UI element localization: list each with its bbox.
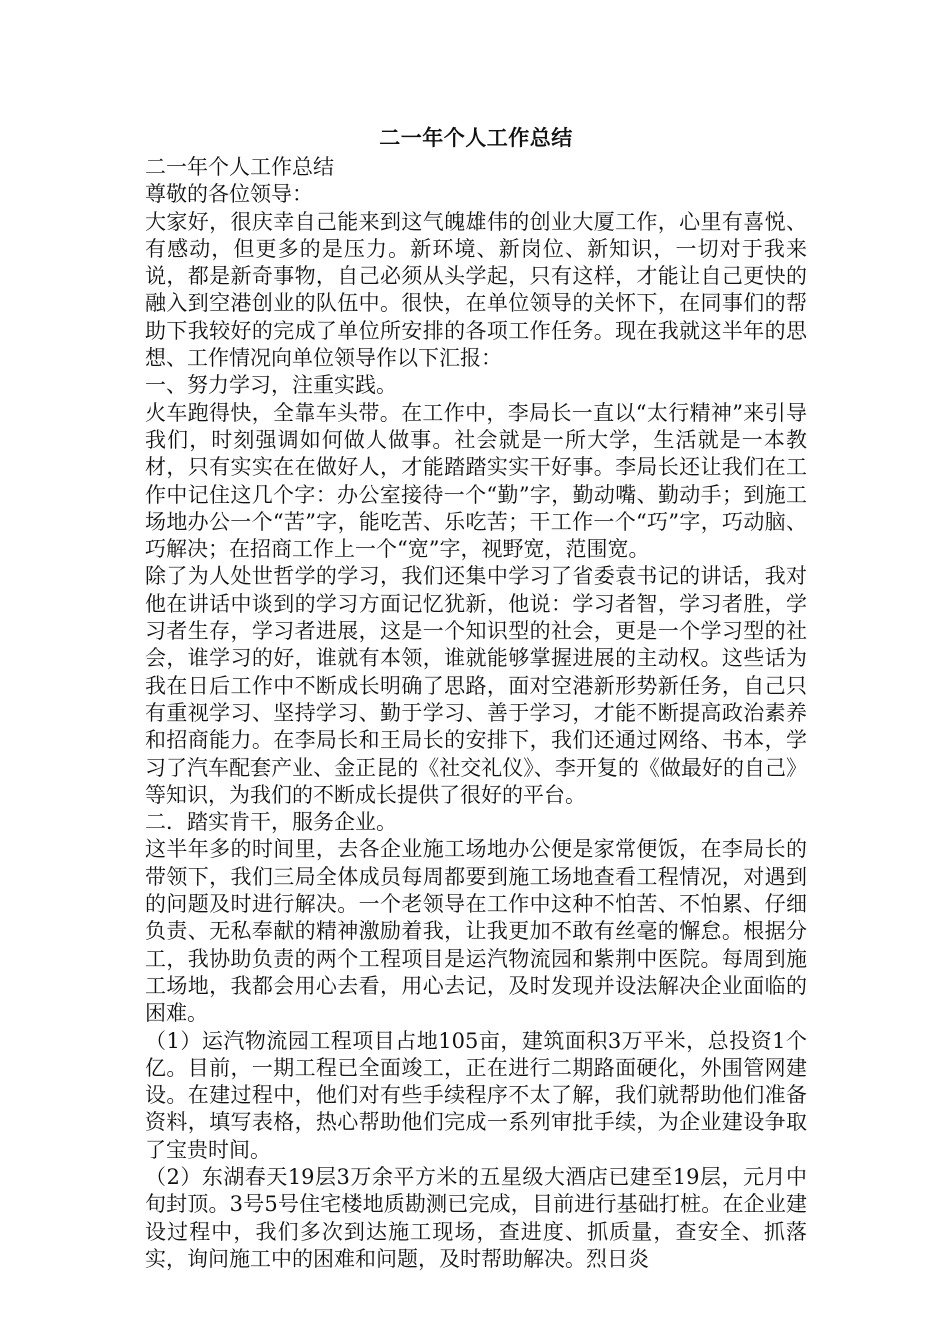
document-title: 二一年个人工作总结 — [379, 125, 573, 150]
document-body — [145, 154, 807, 1273]
paragraph-study-spirit: 火车跑得快，全靠车头带。在工作中，李局长一直以“太行精神”来引导我们，时刻强调如何做人做事。社会就是一所大学，生活就是一本教材，只有实实在在做好人，才能踏踏实实干好事。李局长还让我们在工作中记住这几个字：办公室接待一个“勤”字，勤动嘴、勤动手；到施工场地办公一个“苦”字，能吃苦、乐吃苦；干工作一个“巧”字，巧动脑、巧解决；在招商工作上一个“宽”字，视野宽，范围宽。 — [145, 400, 807, 562]
document-page — [145, 122, 807, 1273]
paragraph-salutation: 尊敬的各位领导： — [145, 182, 313, 207]
paragraph-project-2: （2）东湖春天19层3万余平方米的五星级大酒店已建至19层，元月中旬封顶。3号5号住宅楼地质勘测已完成，目前进行基础打桩。在企业建设过程中，我们多次到达施工现场，查进度、抓质量，查安全、抓落实，询问施工中的困难和问题，及时帮助解决。烈日炎 — [145, 1164, 807, 1271]
section-heading-2: 二．踏实肯干，服务企业。 — [145, 810, 397, 835]
section-heading-1: 一、努力学习，注重实践。 — [145, 373, 397, 398]
paragraph-service: 这半年多的时间里，去各企业施工场地办公便是家常便饭，在李局长的带领下，我们三局全体成员每周都要到施工场地查看工程情况，对遇到的问题及时进行解决。一个老领导在工作中这种不怕苦、不怕累、仔细负责、无私奉献的精神激励着我，让我更加不敢有丝毫的懈怠。根据分工，我协助负责的两个工程项目是运汽物流园和紫荆中医院。每周到施工场地，我都会用心去看，用心去记，及时发现并设法解决企业面临的困难。 — [145, 837, 807, 1026]
paragraph-project-1: （1）运汽物流园工程项目占地105亩，建筑面积3万平米，总投资1个亿。目前，一期工程已全面竣工，正在进行二期路面硬化，外围管网建设。在建过程中，他们对有些手续程序不太了解，我们就帮助他们准备资料，填写表格，热心帮助他们完成一系列审批手续，为企业建设争取了宝贵时间。 — [145, 1028, 807, 1162]
paragraph-study-learning: 除了为人处世哲学的学习，我们还集中学习了省委袁书记的讲话，我对他在讲话中谈到的学习方面记忆犹新，他说：学习者智，学习者胜，学习者生存，学习者进展，这是一个知识型的社会，更是一个学习型的社会，谁学习的好，谁就有本领，谁就能够掌握进展的主动权。这些话为我在日后工作中不断成长明确了思路，面对空港新形势新任务，自己只有重视学习、坚持学习、勤于学习、善于学习，才能不断提高政治素养和招商能力。在李局长和王局长的安排下，我们还通过网络、书本，学习了汽车配套产业、金正昆的《社交礼仪》、李开复的《做最好的自己》等知识，为我们的不断成长提供了很好的平台。 — [145, 564, 807, 807]
paragraph-subtitle: 二一年个人工作总结 — [145, 155, 334, 179]
paragraph-intro: 大家好，很庆幸自己能来到这气魄雄伟的创业大厦工作，心里有喜悦、有感动，但更多的是压力。新环境、新岗位、新知识，一切对于我来说，都是新奇事物，自己必须从头学起，只有这样，才能让自己更快的融入到空港创业的队伍中。很快，在单位领导的关怀下，在同事们的帮助下我较好的完成了单位所安排的各项工作任务。现在我就这半年的思想、工作情况向单位领导作以下汇报： — [145, 209, 807, 371]
